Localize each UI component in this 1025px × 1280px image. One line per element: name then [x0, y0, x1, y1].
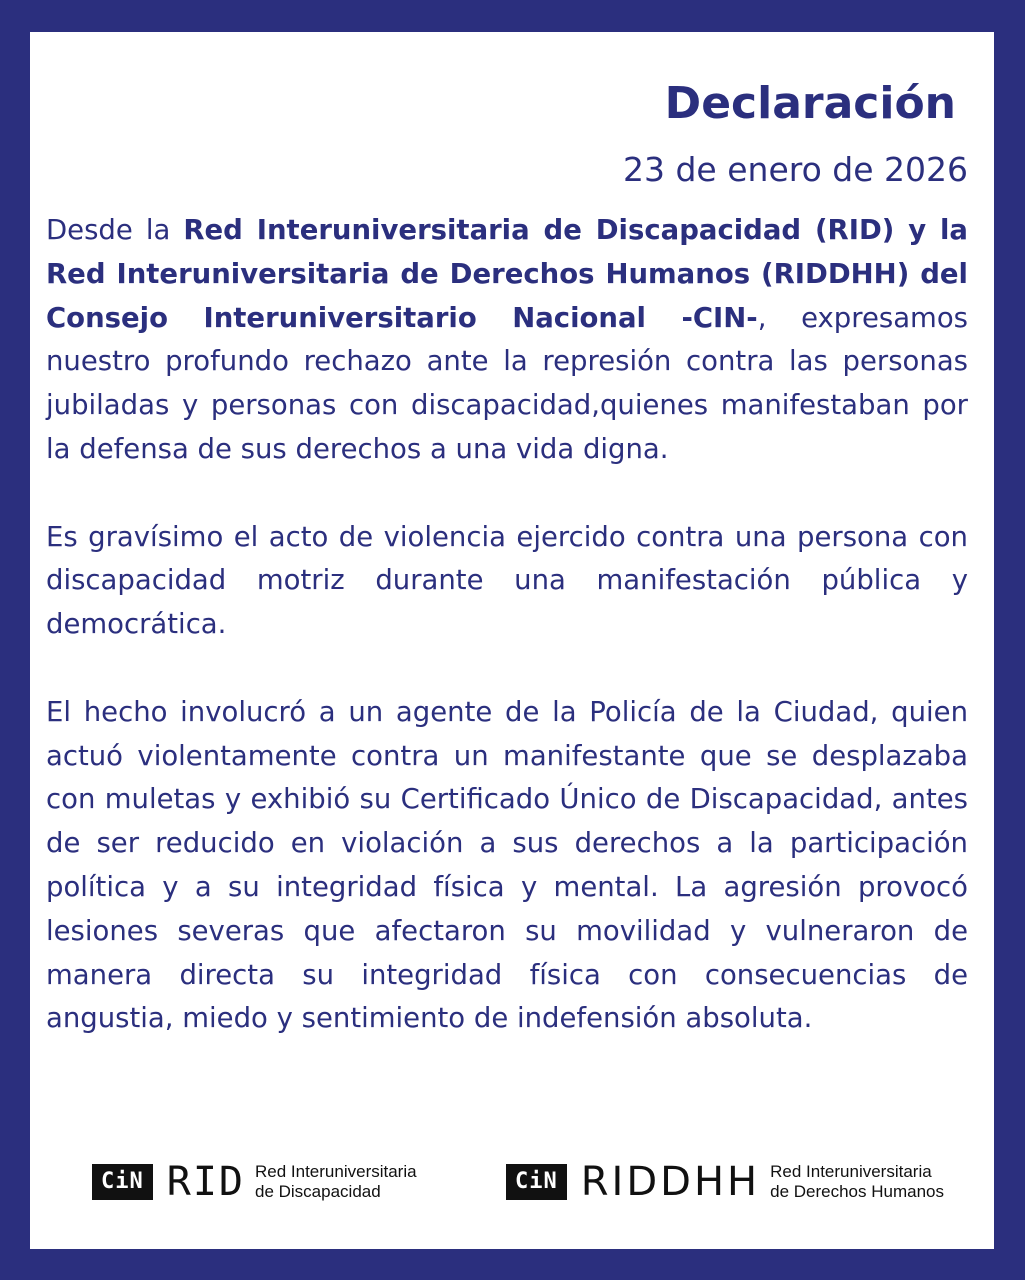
- rid-subtitle-line-1: Red Interuniversitaria: [255, 1162, 417, 1181]
- paragraph-3: El hecho involucró a un agente de la Policía de la Ciudad, quien actuó violentamente contra un manifestante que se desplazaba con muletas y exhibió su Certificado Único de Discapacidad, antes de ser reducido en violación a sus derechos a la participación política y a su integridad física y mental. La agresión provocó lesiones severas que afectaron su movilidad y vulneraron de manera directa su integridad física con consecuencias de angustia, miedo y sentimiento de indefensión absoluta.: [46, 695, 968, 1035]
- rid-subtitle: [255, 1162, 417, 1202]
- paragraph-2: Es gravísimo el acto de violencia ejercido contra una persona con discapacidad motriz durante una manifestación pública y democrática.: [46, 520, 968, 641]
- paragraph-1-prefix: Desde la: [46, 214, 184, 246]
- riddhh-acronym: RIDDHH: [580, 1159, 761, 1205]
- cin-badge: CiN: [506, 1164, 567, 1200]
- rid-logo: [92, 1152, 417, 1212]
- rid-subtitle-line-2: de Discapacidad: [255, 1182, 381, 1201]
- cin-badge: CiN: [92, 1164, 153, 1200]
- riddhh-logo: [506, 1152, 944, 1212]
- declaration-body: [46, 209, 968, 1041]
- riddhh-subtitle-line-2: de Derechos Humanos: [770, 1182, 944, 1201]
- declaration-date: 23 de enero de 2026: [623, 150, 968, 189]
- riddhh-subtitle-line-1: Red Interuniversitaria: [770, 1162, 932, 1181]
- paragraph-1: [46, 209, 968, 472]
- paragraph-1-rest: , expresamos nuestro profundo rechazo ante la represión contra las personas jubiladas y personas con discapacidad,quienes manifestaban por la defensa de sus derechos a una vida digna.: [46, 301, 968, 465]
- page-title: Declaración: [664, 78, 956, 129]
- footer-logos: [92, 1152, 952, 1212]
- rid-acronym: RID: [166, 1159, 245, 1205]
- declaration-card: [30, 32, 994, 1249]
- paragraph-1-organizations: Red Interuniversitaria de Discapacidad (RID) y la Red Interuniversitaria de Derechos Humanos (RIDDHH) del Consejo Interuniversitario Nacional -CIN-: [46, 214, 968, 334]
- riddhh-subtitle: [770, 1162, 944, 1202]
